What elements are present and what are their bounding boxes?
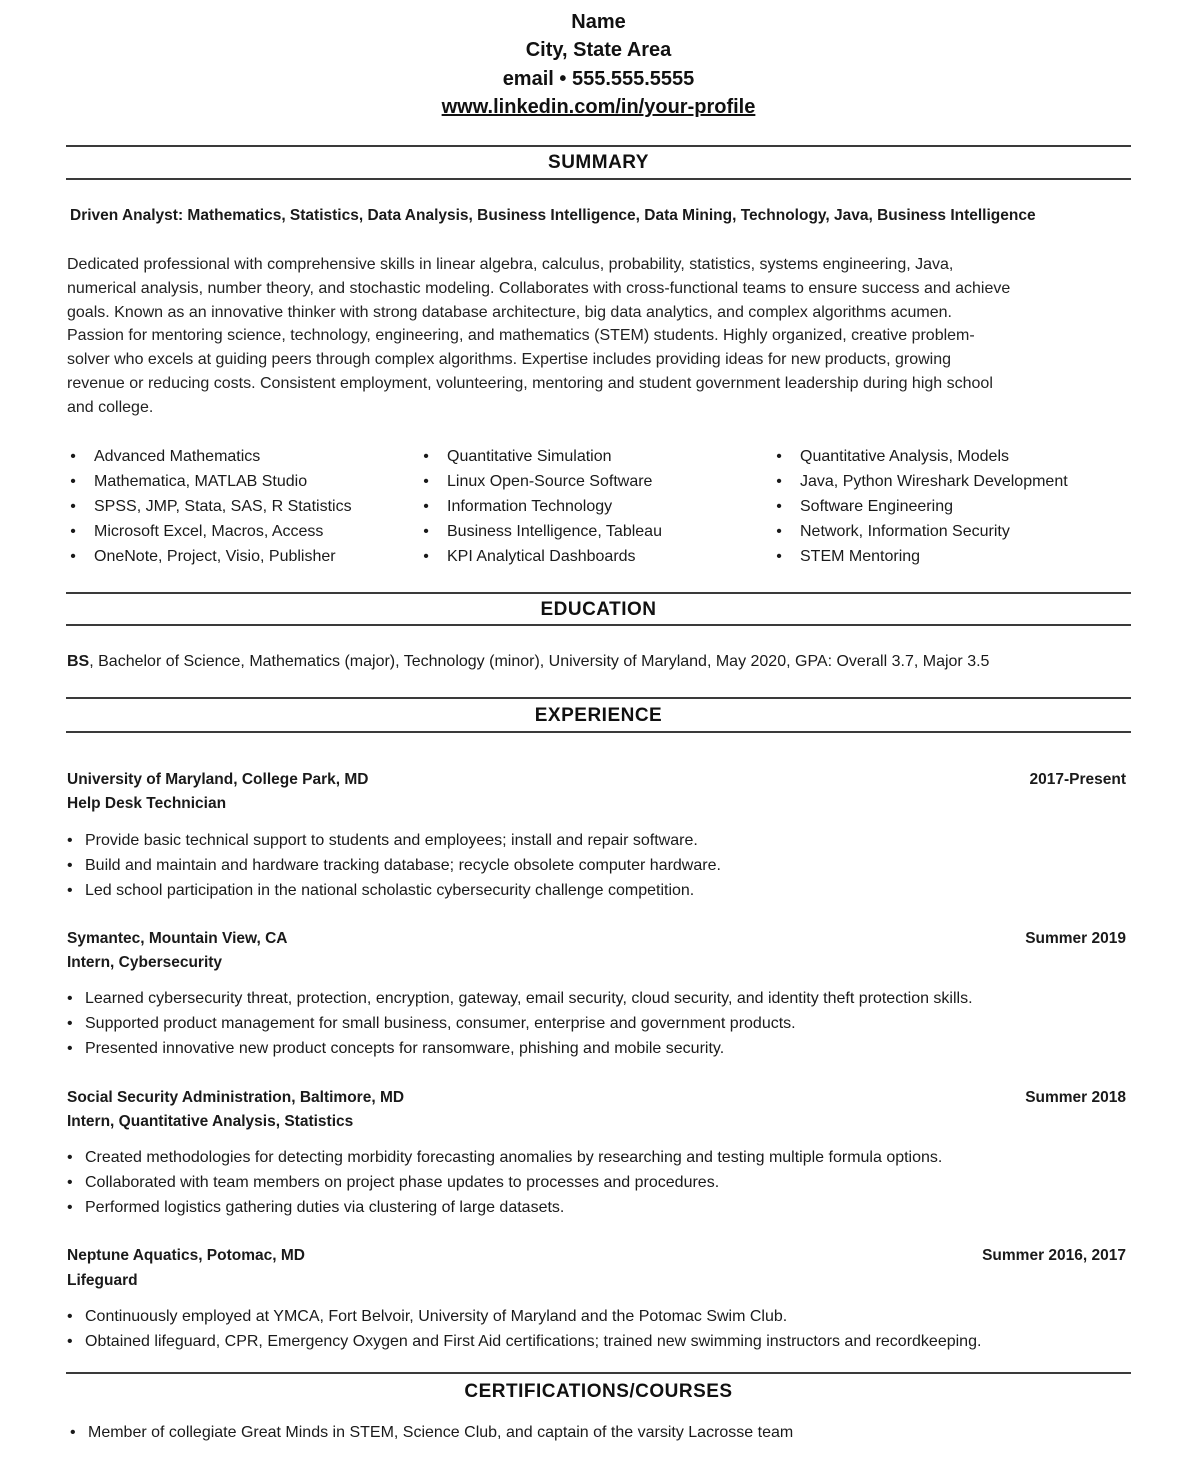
list-item: • Led school participation in the national scholastic cybersecurity challenge competition. [67, 878, 1147, 903]
bullet-icon: • [776, 523, 782, 540]
candidate-contact: email • 555.555.5555 [502, 68, 695, 90]
bullet-icon: • [70, 548, 76, 565]
bullet-icon: • [67, 1015, 73, 1032]
bullet-icon: • [776, 448, 782, 465]
section-rule [66, 731, 1131, 733]
degree-detail: , Bachelor of Science, Mathematics (major), Technology (minor), University of Maryland, May 2020, GPA: Overall 3.7, Major 3.5 [89, 653, 990, 670]
section-rule [66, 145, 1131, 147]
summary-line: Passion for mentoring science, technology, engineering, and mathematics (STEM) students. Highly organized, creative problem- [67, 327, 975, 345]
summary-paragraph [67, 253, 1010, 420]
job-bullets [67, 828, 1147, 903]
skill-item: • Network, Information Security [773, 519, 1113, 544]
skills-column-1 [67, 444, 407, 569]
list-item: • Created methodologies for detecting morbidity forecasting anomalies by researching and testing multiple formula options. [67, 1145, 1147, 1170]
summary-line: goals. Known as an innovative thinker with strong database architecture, big data analytics, and complex algorithms acumen. [67, 303, 952, 321]
bullet-icon: • [70, 523, 76, 540]
section-title-certifications: CERTIFICATIONS/COURSES [464, 1381, 733, 1402]
skill-item: • Quantitative Analysis, Models [773, 444, 1113, 469]
section-rule [66, 1372, 1131, 1374]
skill-item: • STEM Mentoring [773, 544, 1113, 569]
job-bullets [67, 986, 1147, 1061]
list-item: • Obtained lifeguard, CPR, Emergency Oxygen and First Aid certifications; trained new swimming instructors and recordkeeping. [67, 1329, 1147, 1354]
list-item: • Presented innovative new product concepts for ransomware, phishing and mobile security. [67, 1036, 1147, 1061]
certification-item: • Member of collegiate Great Minds in STEM, Science Club, and captain of the varsity Lacrosse team [70, 1421, 793, 1445]
bullet-icon: • [423, 448, 429, 465]
list-item: • Performed logistics gathering duties via clustering of large datasets. [67, 1195, 1147, 1220]
job-role: Lifeguard [67, 1272, 138, 1289]
bullet-icon: • [67, 1308, 73, 1325]
summary-line: and college. [67, 398, 154, 416]
skill-item: • KPI Analytical Dashboards [420, 544, 760, 569]
bullet-icon: • [423, 548, 429, 565]
summary-line: solver who excels at guiding peers through complex algorithms. Expertise includes providing ideas for new products, growing [67, 351, 952, 369]
bullet-icon: • [423, 523, 429, 540]
bullet-icon: • [67, 1040, 73, 1057]
section-title-summary: SUMMARY [548, 152, 649, 173]
bullet-icon: • [67, 857, 73, 874]
skill-item: • Information Technology [420, 494, 760, 519]
summary-line: numerical analysis, number theory, and stochastic modeling. Collaborates with cross-functional teams to ensure success and achieve [67, 279, 1011, 297]
job-dates: 2017-Present [1029, 771, 1126, 788]
job-bullets [67, 1145, 1147, 1220]
job-role: Intern, Cybersecurity [67, 954, 223, 971]
job-organization: Social Security Administration, Baltimore, MD [67, 1089, 405, 1106]
candidate-name: Name [571, 11, 626, 33]
job-bullets [67, 1304, 1147, 1354]
bullet-icon: • [67, 1333, 73, 1350]
candidate-location: City, State Area [525, 39, 672, 61]
skill-item: • Advanced Mathematics [67, 444, 407, 469]
list-item: • Provide basic technical support to students and employees; install and repair software. [67, 828, 1147, 853]
bullet-icon: • [70, 448, 76, 465]
summary-line: Dedicated professional with comprehensive skills in linear algebra, calculus, probability, statistics, systems engineering, Java, [67, 256, 954, 273]
bullet-icon: • [67, 882, 73, 899]
list-item: • Collaborated with team members on project phase updates to processes and procedures. [67, 1170, 1147, 1195]
skill-item: • Mathematica, MATLAB Studio [67, 469, 407, 494]
skill-item: • Business Intelligence, Tableau [420, 519, 760, 544]
bullet-icon: • [67, 1199, 73, 1216]
bullet-icon: • [776, 548, 782, 565]
job-role: Intern, Quantitative Analysis, Statistics [67, 1113, 354, 1130]
summary-tagline: Driven Analyst: Mathematics, Statistics, Data Analysis, Business Intelligence, Data Mining, Technology, Java, Business Intelligence [70, 207, 1036, 224]
job-role: Help Desk Technician [67, 795, 227, 812]
job-dates: Summer 2018 [1025, 1089, 1126, 1106]
list-item: • Supported product management for small business, consumer, enterprise and government products. [67, 1011, 1147, 1036]
list-item: • Continuously employed at YMCA, Fort Belvoir, University of Maryland and the Potomac Swim Club. [67, 1304, 1147, 1329]
skill-item: • SPSS, JMP, Stata, SAS, R Statistics [67, 494, 407, 519]
bullet-icon: • [67, 832, 73, 849]
skill-item: • Java, Python Wireshark Development [773, 469, 1113, 494]
section-rule [66, 697, 1131, 699]
section-rule [66, 178, 1131, 180]
skill-item: • Linux Open-Source Software [420, 469, 760, 494]
job-organization: Symantec, Mountain View, CA [67, 930, 288, 947]
bullet-icon: • [423, 498, 429, 515]
skill-item: • Microsoft Excel, Macros, Access [67, 519, 407, 544]
job-organization: Neptune Aquatics, Potomac, MD [67, 1247, 305, 1264]
bullet-icon: • [776, 473, 782, 490]
section-rule [66, 592, 1131, 594]
summary-line: revenue or reducing costs. Consistent employment, volunteering, mentoring and student government leadership during high school [67, 374, 993, 392]
skill-item: • Quantitative Simulation [420, 444, 760, 469]
job-dates: Summer 2019 [1025, 930, 1126, 947]
education-entry [67, 650, 989, 674]
skill-item: • Software Engineering [773, 494, 1113, 519]
job-dates: Summer 2016, 2017 [982, 1247, 1126, 1264]
bullet-icon: • [67, 1174, 73, 1191]
section-rule [66, 624, 1131, 626]
skills-column-3 [773, 444, 1113, 569]
skill-item: • OneNote, Project, Visio, Publisher [67, 544, 407, 569]
bullet-icon: • [67, 990, 73, 1007]
section-title-experience: EXPERIENCE [534, 705, 663, 726]
bullet-icon: • [67, 1149, 73, 1166]
bullet-icon: • [776, 498, 782, 515]
bullet-icon: • [70, 498, 76, 515]
skills-column-2 [420, 444, 760, 569]
bullet-icon: • [70, 1424, 76, 1441]
linkedin-link[interactable]: www.linkedin.com/in/your-profile [441, 96, 756, 118]
list-item: • Learned cybersecurity threat, protection, encryption, gateway, email security, cloud security, and identity theft protection skills. [67, 986, 1147, 1011]
list-item: • Build and maintain and hardware tracking database; recycle obsolete computer hardware. [67, 853, 1147, 878]
job-organization: University of Maryland, College Park, MD [67, 771, 369, 788]
bullet-icon: • [423, 473, 429, 490]
degree-abbr: BS [67, 653, 90, 670]
section-title-education: EDUCATION [540, 599, 657, 620]
bullet-icon: • [70, 473, 76, 490]
